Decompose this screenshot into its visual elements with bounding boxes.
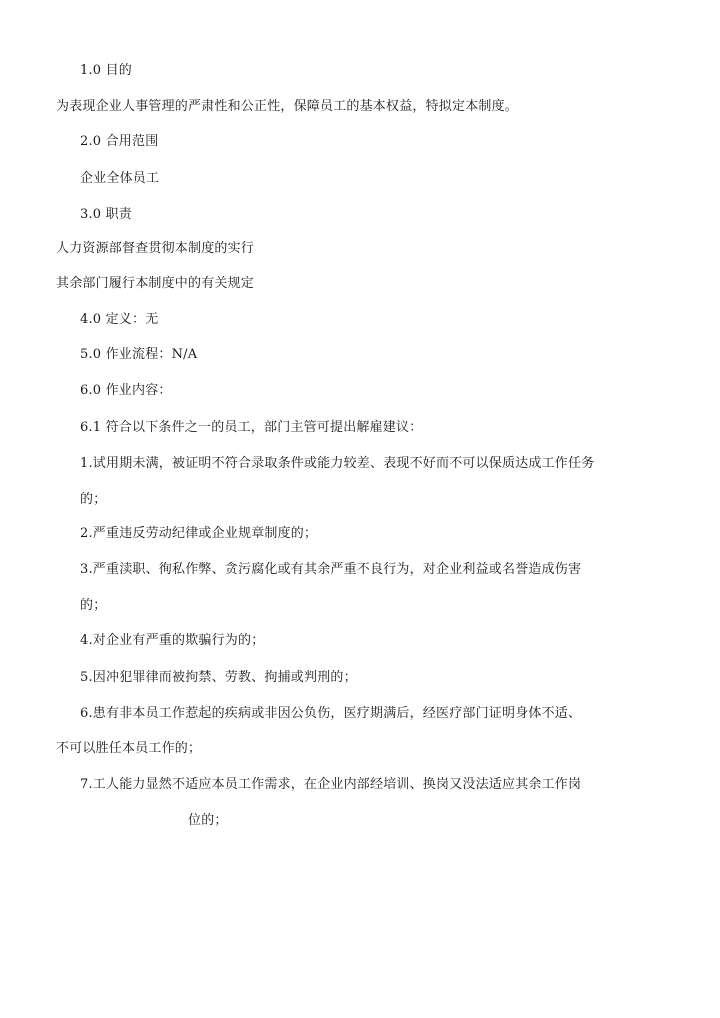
section-heading-purpose: 1.0 目的 [80, 63, 133, 78]
paragraph-line: 其余部门履行本制度中的有关规定 [56, 276, 255, 291]
paragraph-line: 企业全体员工 [80, 171, 160, 186]
list-item-line: 7.工人能力显然不适应本员工作需求，在企业内部经培训、换岗又没法适应其余工作岗 [80, 777, 582, 792]
list-item-line: 的； [80, 598, 107, 613]
list-item-line: 5.因冲犯罪律而被拘禁、劳教、拘捕或判刑的； [80, 670, 357, 685]
list-item-line: 不可以胜任本员工作的； [56, 741, 202, 756]
subsection-heading: 6.1 符合以下条件之一的员工，部门主管可提出解雇建议： [80, 420, 423, 435]
list-item-line: 的； [80, 492, 107, 507]
list-item-line: 1.试用期未满，被证明不符合录取条件或能力较差、表现不好而不可以保质达成工作任务 [80, 456, 595, 471]
section-heading-content: 6.0 作业内容： [80, 383, 172, 398]
paragraph-line: 人力资源部督查贯彻本制度的实行 [56, 241, 255, 256]
list-item-line: 4.对企业有严重的欺骗行为的； [80, 633, 265, 648]
list-item-line: 2.严重违反劳动纪律或企业规章制度的； [80, 526, 318, 541]
section-heading-scope: 2.0 合用范围 [80, 134, 159, 149]
list-item-line: 6.患有非本员工作惹起的疾病或非因公负伤，医疗期满后，经医疗部门证明身体不适、 [80, 706, 582, 721]
list-item-line: 位的； [188, 813, 228, 828]
list-item-line: 3.严重渎职、徇私作弊、贪污腐化或有其余严重不良行为，对企业利益或名誉造成伤害 [80, 562, 582, 577]
paragraph-line: 为表现企业人事管理的严肃性和公正性，保障员工的基本权益，特拟定本制度。 [56, 99, 519, 114]
section-heading-definition: 4.0 定义：无 [80, 312, 159, 327]
section-heading-responsibility: 3.0 职责 [80, 207, 133, 222]
section-heading-workflow: 5.0 作业流程：N/A [80, 347, 198, 362]
